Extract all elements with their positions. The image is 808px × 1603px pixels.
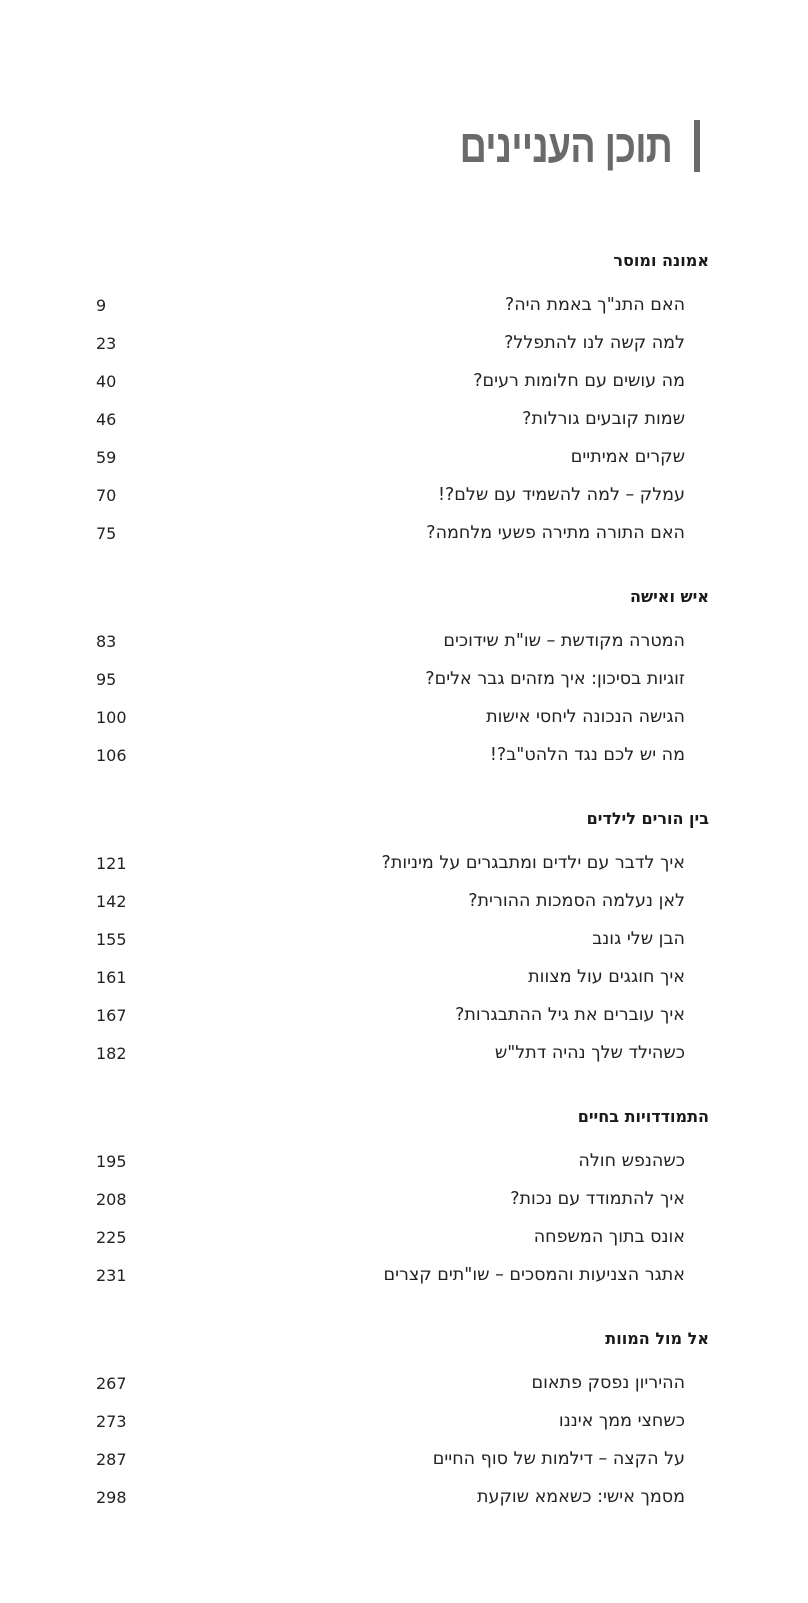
toc-entry[interactable] xyxy=(96,698,711,736)
entry-title: האם התנ"ך באמת היה? xyxy=(504,295,685,315)
page-header xyxy=(413,118,700,174)
entry-title: שקרים אמיתיים xyxy=(570,447,685,467)
toc-entry[interactable] xyxy=(96,1364,711,1402)
toc-section xyxy=(96,584,711,774)
toc-entry[interactable] xyxy=(96,400,711,438)
toc-entry[interactable] xyxy=(96,1034,711,1072)
table-of-contents xyxy=(96,248,711,1548)
entry-title: אונס בתוך המשפחה xyxy=(533,1227,685,1247)
entry-page-number: 155 xyxy=(96,929,127,949)
entry-title: לאן נעלמה הסמכות ההורית? xyxy=(468,891,685,911)
toc-entry[interactable] xyxy=(96,1218,711,1256)
toc-entry[interactable] xyxy=(96,1256,711,1294)
toc-entry[interactable] xyxy=(96,660,711,698)
toc-section xyxy=(96,1326,711,1516)
entry-page-number: 142 xyxy=(96,891,127,911)
entry-title: עמלק – למה להשמיד עם שלם?! xyxy=(438,485,685,505)
entry-page-number: 100 xyxy=(96,707,127,727)
toc-entry[interactable] xyxy=(96,996,711,1034)
section-title: אל מול המוות xyxy=(605,1329,709,1348)
entry-title: אתגר הצניעות והמסכים – שו"תים קצרים xyxy=(383,1265,685,1285)
toc-section xyxy=(96,248,711,552)
toc-entry[interactable] xyxy=(96,920,711,958)
entry-title: מה יש לכם נגד הלהט"ב?! xyxy=(489,745,685,765)
section-title: איש ואישה xyxy=(629,587,709,606)
entry-title: למה קשה לנו להתפלל? xyxy=(504,333,685,353)
entry-title: מסמך אישי: כשאמא שוקעת xyxy=(476,1487,685,1507)
entry-title: כשחצי ממך איננו xyxy=(558,1411,685,1431)
toc-entry[interactable] xyxy=(96,844,711,882)
entry-title: על הקצה – דילמות של סוף החיים xyxy=(432,1449,685,1469)
toc-section xyxy=(96,1104,711,1294)
entry-page-number: 267 xyxy=(96,1373,127,1393)
entry-title: איך עוברים את גיל ההתבגרות? xyxy=(455,1005,685,1025)
toc-entry[interactable] xyxy=(96,1478,711,1516)
toc-entry[interactable] xyxy=(96,958,711,996)
toc-entry[interactable] xyxy=(96,1142,711,1180)
section-title: בין הורים לילדים xyxy=(586,809,709,828)
entry-page-number: 182 xyxy=(96,1043,127,1063)
toc-entry[interactable] xyxy=(96,736,711,774)
toc-section xyxy=(96,806,711,1072)
entry-page-number: 225 xyxy=(96,1227,127,1247)
entry-title: איך חוגגים עול מצוות xyxy=(528,967,685,987)
entry-page-number: 287 xyxy=(96,1449,127,1469)
toc-entry[interactable] xyxy=(96,324,711,362)
toc-entry[interactable] xyxy=(96,286,711,324)
entry-title: הבן שלי גונב xyxy=(592,929,685,949)
entry-page-number: 298 xyxy=(96,1487,127,1507)
page-title: תוכן העניינים xyxy=(459,120,672,172)
entry-page-number: 208 xyxy=(96,1189,127,1209)
entry-title: זוגיות בסיכון: איך מזהים גבר אלים? xyxy=(425,669,685,689)
entry-page-number: 231 xyxy=(96,1265,127,1285)
toc-entry[interactable] xyxy=(96,438,711,476)
toc-entry[interactable] xyxy=(96,514,711,552)
entry-title: ההיריון נפסק פתאום xyxy=(531,1373,685,1393)
entry-page-number: 23 xyxy=(96,333,117,353)
entry-title: איך לדבר עם ילדים ומתבגרים על מיניות? xyxy=(381,853,685,873)
entry-page-number: 121 xyxy=(96,853,127,873)
entry-page-number: 273 xyxy=(96,1411,127,1431)
toc-entry[interactable] xyxy=(96,622,711,660)
toc-entry[interactable] xyxy=(96,882,711,920)
toc-entry[interactable] xyxy=(96,1402,711,1440)
entry-title: איך להתמודד עם נכות? xyxy=(510,1189,685,1209)
entry-page-number: 95 xyxy=(96,669,117,689)
entry-title: שמות קובעים גורלות? xyxy=(522,409,685,429)
entry-title: כשהילד שלך נהיה דתל"ש xyxy=(494,1043,685,1063)
entry-page-number: 167 xyxy=(96,1005,127,1025)
entry-title: מה עושים עם חלומות רעים? xyxy=(473,371,685,391)
entry-page-number: 9 xyxy=(96,295,107,315)
entry-page-number: 70 xyxy=(96,485,117,505)
toc-entry[interactable] xyxy=(96,1180,711,1218)
entry-page-number: 106 xyxy=(96,745,127,765)
entry-title: האם התורה מתירה פשעי מלחמה? xyxy=(426,523,685,543)
entry-page-number: 83 xyxy=(96,631,117,651)
section-title: התמודדויות בחיים xyxy=(577,1107,709,1126)
toc-entry[interactable] xyxy=(96,362,711,400)
entry-page-number: 75 xyxy=(96,523,117,543)
entry-page-number: 40 xyxy=(96,371,117,391)
toc-entry[interactable] xyxy=(96,1440,711,1478)
entry-title: המטרה מקודשת – שו"ת שידוכים xyxy=(443,631,685,651)
entry-page-number: 59 xyxy=(96,447,117,467)
entry-page-number: 195 xyxy=(96,1151,127,1171)
toc-entry[interactable] xyxy=(96,476,711,514)
entry-page-number: 161 xyxy=(96,967,127,987)
entry-page-number: 46 xyxy=(96,409,117,429)
title-accent-bar xyxy=(694,120,700,172)
entry-title: הגישה הנכונה ליחסי אישות xyxy=(486,707,685,727)
section-title: אמונה ומוסר xyxy=(613,251,709,270)
entry-title: כשהנפש חולה xyxy=(578,1151,685,1171)
